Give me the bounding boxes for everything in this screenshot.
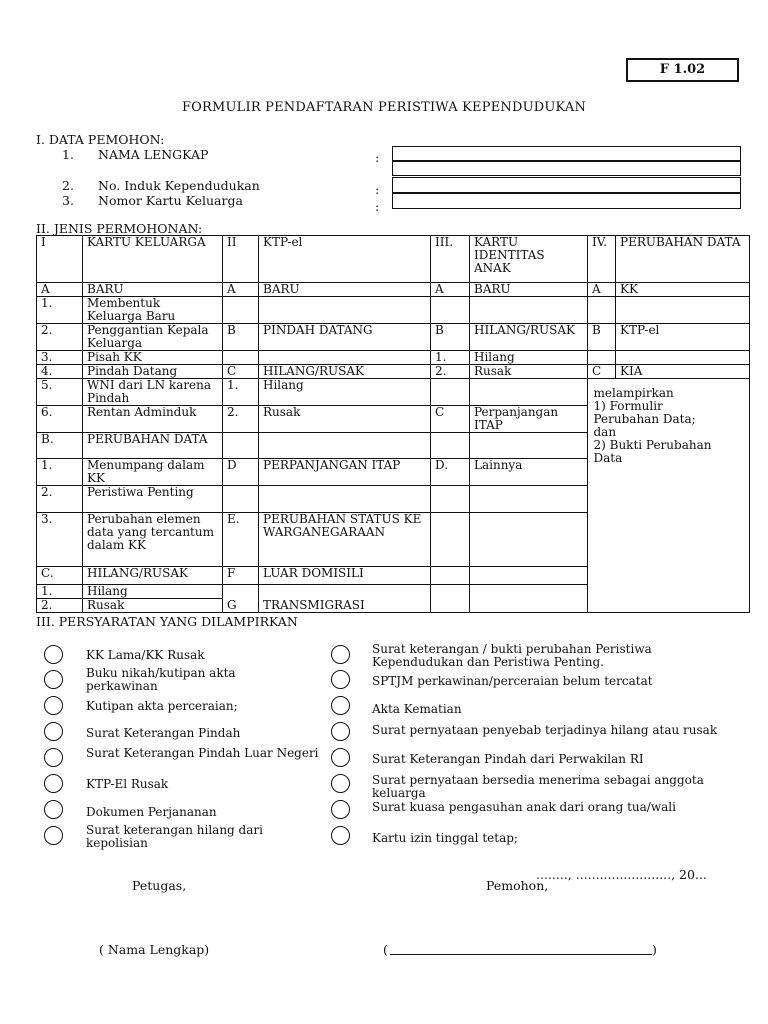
table-cell xyxy=(431,433,470,459)
table-cell: 2. xyxy=(223,406,259,433)
req-left-7: Dokumen Perjananan xyxy=(86,805,217,819)
table-cell: D. xyxy=(431,459,470,486)
table-cell: Pisah KK xyxy=(83,351,223,365)
nama-lengkap-label: ( Nama Lengkap) xyxy=(99,942,210,957)
table-cell: TRANSMIGRASI xyxy=(259,585,431,613)
table-cell: C. xyxy=(37,567,83,585)
table-cell: C xyxy=(588,365,616,379)
table-cell xyxy=(470,433,588,459)
table-cell: HILANG/RUSAK xyxy=(83,567,223,585)
table-cell: 2. xyxy=(37,486,83,513)
table-cell xyxy=(616,351,750,365)
checkbox-kk-lama[interactable] xyxy=(44,645,63,664)
table-cell: D xyxy=(223,459,259,486)
table-cell: Hilang xyxy=(83,585,223,599)
table-cell: 3. xyxy=(37,351,83,365)
note-item-2: 2) Bukti Perubahan Data xyxy=(593,438,712,465)
table-cell: Rusak xyxy=(470,365,588,379)
field-label-nik: No. Induk Kependudukan xyxy=(98,178,260,193)
open-paren: ( xyxy=(383,942,388,957)
checkbox-dokumen-perjalanan[interactable] xyxy=(44,800,63,819)
req-right-2: SPTJM perkawinan/perceraian belum tercatat xyxy=(372,674,653,688)
field-num-1: 1. xyxy=(62,147,74,162)
header-cell: KTP-el xyxy=(259,236,431,283)
table-cell: KTP-el xyxy=(616,324,750,351)
field-label-nkk: Nomor Kartu Keluarga xyxy=(98,193,243,208)
table-cell: C xyxy=(431,406,470,433)
table-cell: Menumpang dalam KK xyxy=(83,459,223,486)
field-num-3: 3. xyxy=(62,193,74,208)
table-cell: Rentan Adminduk xyxy=(83,406,223,433)
field-colon-3: : xyxy=(375,199,380,214)
field-num-2: 2. xyxy=(62,178,74,193)
table-cell: BARU xyxy=(83,283,223,297)
table-cell: 2. xyxy=(37,599,83,613)
table-cell: Peristiwa Penting xyxy=(83,486,223,513)
page-title: FORMULIR PENDAFTARAN PERISTIWA KEPENDUDUKAN xyxy=(181,100,587,115)
table-row xyxy=(37,351,750,365)
header-cell: PERUBAHAN DATA xyxy=(616,236,750,283)
table-cell: 3. xyxy=(37,513,83,567)
table-cell xyxy=(588,297,616,324)
table-cell xyxy=(470,486,588,513)
table-cell: 4. xyxy=(37,365,83,379)
perubahan-data-note xyxy=(590,379,724,613)
table-row xyxy=(37,297,750,324)
table-row xyxy=(37,365,750,379)
nkk-input[interactable] xyxy=(392,193,741,209)
table-cell: B xyxy=(588,324,616,351)
table-cell: 1. xyxy=(37,459,83,486)
field-label-nama: NAMA LENGKAP xyxy=(98,147,209,162)
note-item-1: 1) Formulir Perubahan Data; dan xyxy=(593,399,696,439)
header-cell: II xyxy=(223,236,259,283)
table-cell: G xyxy=(223,585,259,613)
table-cell: Rusak xyxy=(83,599,223,613)
table-cell: F xyxy=(223,567,259,585)
header-cell: III. xyxy=(431,236,470,283)
checkbox-izin-tinggal[interactable] xyxy=(331,826,350,845)
table-cell: KK xyxy=(616,283,750,297)
table-cell xyxy=(223,351,259,365)
req-right-8: Kartu izin tinggal tetap; xyxy=(372,831,518,845)
table-cell: KIA xyxy=(616,365,750,379)
checkbox-kuasa-pengasuhan[interactable] xyxy=(331,800,350,819)
table-cell xyxy=(431,513,470,567)
req-left-3: Kutipan akta perceraian; xyxy=(86,699,238,713)
table-cell: BARU xyxy=(470,283,588,297)
checkbox-buku-nikah[interactable] xyxy=(44,670,63,689)
table-cell: 1. xyxy=(223,379,259,406)
table-row xyxy=(37,379,750,406)
table-cell xyxy=(470,585,588,613)
checkbox-akta-kematian[interactable] xyxy=(331,696,350,715)
table-cell: PERPANJANGAN ITAP xyxy=(259,459,431,486)
close-paren: ) xyxy=(652,942,657,957)
table-cell: A xyxy=(37,283,83,297)
table-cell: 6. xyxy=(37,406,83,433)
table-cell: Lainnya xyxy=(470,459,588,486)
table-cell xyxy=(259,486,431,513)
checkbox-ktp-rusak[interactable] xyxy=(44,774,63,793)
header-cell: I xyxy=(37,236,83,283)
table-cell: Hilang xyxy=(259,379,431,406)
table-cell: 2. xyxy=(37,324,83,351)
jenis-permohonan-table xyxy=(36,235,750,613)
table-cell xyxy=(470,297,588,324)
checkbox-pernyataan-anggota[interactable] xyxy=(331,774,350,793)
table-cell: B. xyxy=(37,433,83,459)
petugas-label: Petugas, xyxy=(132,878,187,893)
req-right-6: Surat pernyataan bersedia menerima sebagai anggota keluarga xyxy=(372,773,704,800)
table-row xyxy=(37,324,750,351)
table-cell: Perpanjangan ITAP xyxy=(470,406,588,433)
date-line: ........, ........................, 20... xyxy=(536,867,707,882)
table-cell: Membentuk Keluarga Baru xyxy=(83,297,223,324)
req-right-7: Surat kuasa pengasuhan anak dari orang tua/wali xyxy=(372,800,676,814)
req-right-5: Surat Keterangan Pindah dari Perwakilan RI xyxy=(372,752,644,766)
req-left-8: Surat keterangan hilang dari kepolisian xyxy=(86,823,263,850)
pemohon-signature-line[interactable] xyxy=(390,944,652,955)
checkbox-pernyataan-hilang[interactable] xyxy=(331,722,350,741)
table-cell xyxy=(470,567,588,585)
table-cell: A xyxy=(223,283,259,297)
section2-heading: II. JENIS PERMOHONAN: xyxy=(36,221,203,236)
section3-heading: III. PERSYARATAN YANG DILAMPIRKAN xyxy=(36,614,298,629)
pemohon-label: Pemohon, xyxy=(486,878,549,893)
table-cell: HILANG/RUSAK xyxy=(470,324,588,351)
table-cell xyxy=(259,351,431,365)
table-cell: B xyxy=(431,324,470,351)
checkbox-akta-cerai[interactable] xyxy=(44,696,63,715)
field-colon-1: : xyxy=(375,150,380,165)
table-cell: Perubahan elemen data yang tercantum dalam KK xyxy=(83,513,223,567)
table-cell: Hilang xyxy=(470,351,588,365)
req-left-1: KK Lama/KK Rusak xyxy=(86,648,205,662)
table-cell: PERUBAHAN DATA xyxy=(83,433,223,459)
nama-lengkap-input-line2[interactable] xyxy=(392,160,741,176)
table-cell xyxy=(259,297,431,324)
table-cell xyxy=(223,433,259,459)
checkbox-pindah-ln[interactable] xyxy=(44,748,63,767)
table-cell: PINDAH DATANG xyxy=(259,324,431,351)
req-right-3: Akta Kematian xyxy=(372,702,462,716)
table-cell: 5. xyxy=(37,379,83,406)
checkbox-sptjm[interactable] xyxy=(331,670,350,689)
table-cell: Penggantian Kepala Keluarga xyxy=(83,324,223,351)
form-code: F 1.02 xyxy=(626,58,739,82)
table-cell xyxy=(259,433,431,459)
table-cell xyxy=(470,513,588,567)
table-cell: E. xyxy=(223,513,259,567)
table-cell: A xyxy=(431,283,470,297)
table-cell xyxy=(588,351,616,365)
table-cell: LUAR DOMISILI xyxy=(259,567,431,585)
req-left-4: Surat Keterangan Pindah xyxy=(86,726,241,740)
table-cell xyxy=(470,379,588,406)
note-intro: melampirkan xyxy=(593,386,674,400)
req-left-2: Buku nikah/kutipan akta perkawinan xyxy=(86,666,236,693)
table-cell: Pindah Datang xyxy=(83,365,223,379)
table-cell: A xyxy=(588,283,616,297)
req-left-5: Surat Keterangan Pindah Luar Negeri xyxy=(86,746,319,760)
table-row xyxy=(37,283,750,297)
table-cell: C xyxy=(223,365,259,379)
table-cell: PERUBAHAN STATUS KEWARGANEGARAAN xyxy=(259,513,431,567)
checkbox-pindah-perwakilan[interactable] xyxy=(331,748,350,767)
table-cell: Rusak xyxy=(259,406,431,433)
table-cell xyxy=(431,486,470,513)
table-cell xyxy=(223,297,259,324)
nik-input[interactable] xyxy=(392,177,741,193)
section1-heading: I. DATA PEMOHON: xyxy=(36,132,165,147)
checkbox-ket-hilang[interactable] xyxy=(44,826,63,845)
table-cell xyxy=(431,379,470,406)
table-header-row xyxy=(37,236,750,283)
table-cell xyxy=(616,297,750,324)
req-right-1: Surat keterangan / bukti perubahan Peristiwa Kependudukan dan Peristiwa Penting. xyxy=(372,642,652,669)
header-cell: IV. xyxy=(588,236,616,283)
header-cell: KARTU IDENTITAS ANAK xyxy=(470,236,588,283)
table-cell: BARU xyxy=(259,283,431,297)
req-right-4: Surat pernyataan penyebab terjadinya hilang atau rusak xyxy=(372,723,718,737)
req-left-6: KTP-El Rusak xyxy=(86,777,169,791)
header-cell: KARTU KELUARGA xyxy=(83,236,223,283)
table-cell: 1. xyxy=(37,585,83,599)
table-cell xyxy=(431,567,470,585)
table-cell: B xyxy=(223,324,259,351)
table-cell xyxy=(223,486,259,513)
checkbox-bukti-perubahan[interactable] xyxy=(331,645,350,664)
table-cell: 1. xyxy=(431,351,470,365)
table-cell: 1. xyxy=(37,297,83,324)
table-cell: WNI dari LN karena Pindah xyxy=(83,379,223,406)
field-colon-2: : xyxy=(375,182,380,197)
checkbox-ket-pindah[interactable] xyxy=(44,722,63,741)
table-cell: HILANG/RUSAK xyxy=(259,365,431,379)
table-cell xyxy=(431,297,470,324)
table-cell: 2. xyxy=(431,365,470,379)
table-cell xyxy=(431,585,470,613)
